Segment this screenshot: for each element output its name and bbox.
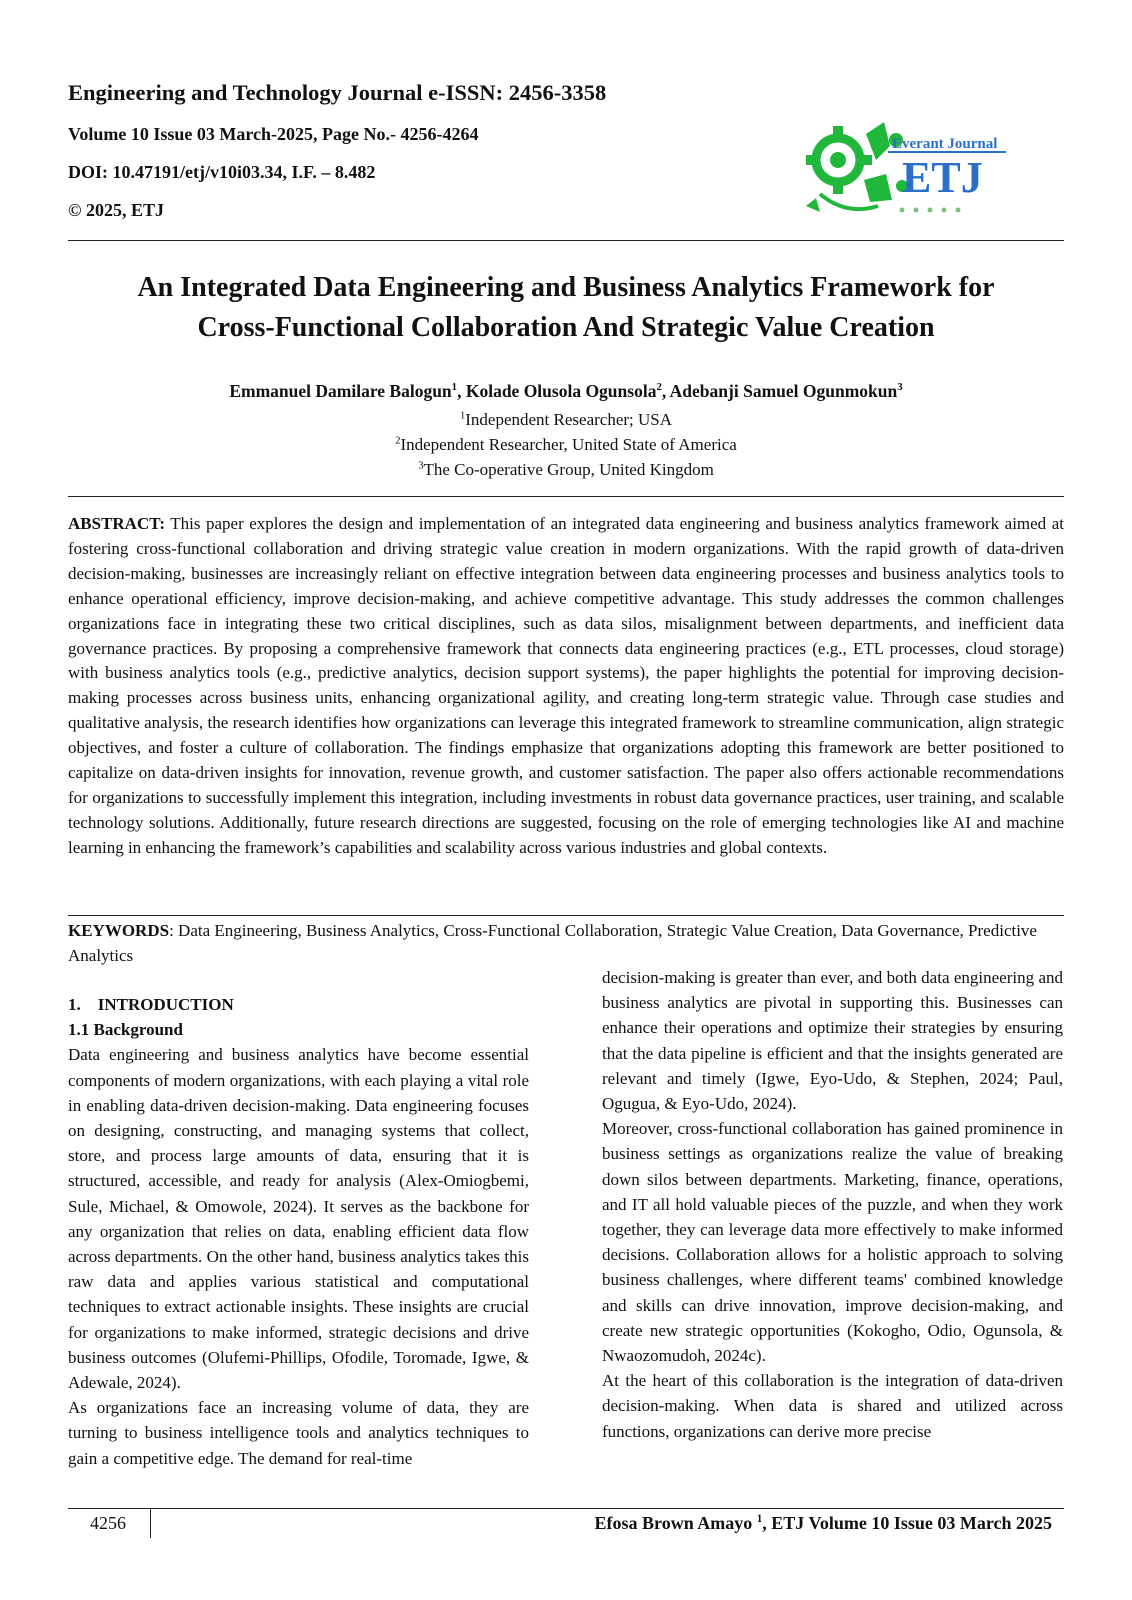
footer-journal: , ETJ Volume 10 Issue 03 March 2025 <box>762 1513 1052 1533</box>
running-footer <box>595 1513 1052 1534</box>
body-paragraph: decision-making is greater than ever, and both data engineering and business analytics are pivotal in supporting this. Businesses can enhance their operations and optimize their strategies by ensuring that the data pipeline is efficient and that the insights generated are relevant and timely (Igwe, Eyo-Udo, & Stephen, 2024; Paul, Ogugua, & Eyo-Udo, 2024). <box>602 968 1063 1114</box>
body-paragraph: At the heart of this collaboration is the integration of data-driven decision-making. When data is shared and utilized across functions, organizations can derive more precise <box>602 1371 1063 1441</box>
body-paragraph: Data engineering and business analytics have become essential components of modern organizations, with each playing a vital role in enabling data-driven decision-making. Data engineering focuses on designing, constructing, and managing systems that collect, store, and process large amounts of data, ensuring that it is structured, accessible, and ready for analysis (Alex-Omiogbemi, Sule, Michael, & Omowole, 2024). It serves as the backbone for any organization that relies on data, enabling efficient data flow across departments. On the other hand, business analytics takes this raw data and applies various statistical and computational techniques to extract actionable insights. These insights are crucial for organizations to make informed, strategic decisions and drive business outcomes (Olufemi-Phillips, Ofodile, Toromade, Igwe, & Adewale, 2024). <box>68 1045 529 1393</box>
author-separator: , <box>661 381 670 401</box>
section-heading: 1. INTRODUCTION <box>68 995 234 1014</box>
author-name: Adebanji Samuel Ogunmokun <box>669 381 898 401</box>
footer-separator <box>150 1508 151 1538</box>
footer-divider <box>68 1508 1064 1509</box>
affiliation-mark: 3 <box>418 460 424 472</box>
doi-impact-factor: DOI: 10.47191/etj/v10i03.34, I.F. – 8.482 <box>68 162 376 182</box>
body-column-left <box>68 992 529 1471</box>
author-name: Kolade Olusola Ogunsola <box>465 381 657 401</box>
footer-author-mark: 1 <box>756 1513 763 1525</box>
etj-logo <box>806 116 1022 222</box>
body-paragraph: As organizations face an increasing volume of data, they are turning to business intelligence tools and analytics techniques to gain a competitive edge. The demand for real-time <box>68 1398 529 1468</box>
affiliation-text: The Co-operative Group, United Kingdom <box>423 460 714 479</box>
abstract-label: ABSTRACT: <box>68 514 165 533</box>
affiliation-text: Independent Researcher, United State of America <box>400 435 737 454</box>
volume-pages: Volume 10 Issue 03 March-2025, Page No.- 4256-4264 <box>68 124 479 144</box>
keywords-text: : Data Engineering, Business Analytics, Cross-Functional Collaboration, Strategic Value Creation, Data Governance, Predictive Analytics <box>68 921 1037 965</box>
affiliation <box>68 432 1064 457</box>
author-affiliation-mark: 1 <box>451 381 458 394</box>
keywords <box>68 918 1064 968</box>
title-line-2: Cross-Functional Collaboration And Strategic Value Creation <box>197 312 935 343</box>
footer-author: Efosa Brown Amayo <box>594 1513 757 1533</box>
author-list <box>68 379 1064 403</box>
author-affiliation-mark: 3 <box>897 381 903 394</box>
body-column-right <box>602 965 1063 1444</box>
abstract-bottom-divider <box>68 915 1064 916</box>
logo-top-text: Everant Journal <box>892 136 998 152</box>
author-affiliation-mark: 2 <box>656 381 662 394</box>
affiliation-text: Independent Researcher; USA <box>465 410 673 429</box>
affiliation-mark: 2 <box>395 435 401 447</box>
affiliation <box>68 407 1064 432</box>
title-line-1: An Integrated Data Engineering and Business Analytics Framework for <box>137 272 995 303</box>
journal-header <box>68 78 708 222</box>
abstract <box>68 512 1064 861</box>
abstract-text: This paper explores the design and implementation of an integrated data engineering and business analytics framework aimed at fostering cross-functional collaboration and driving strategic value creation in modern organizations. With the rapid growth of data-driven decision-making, businesses are increasingly reliant on effective integration between data engineering processes and business analytics tools to enhance operational efficiency, improve decision-making, and achieve competitive advantage. This study addresses the common challenges organizations face in integrating these two critical disciplines, such as data silos, misalignment between departments, and inefficient data governance practices. By proposing a comprehensive framework that connects data engineering practices (e.g., ETL processes, cloud storage) with business analytics tools (e.g., predictive analytics, decision support systems), the paper highlights the potential for improving decision-making processes across business units, enhancing organizational agility, and creating long-term strategic value. Through case studies and qualitative analysis, the research identifies how organizations can leverage this integrated framework to streamline communication, align strategic objectives, and foster a culture of collaboration. The findings emphasize that organizations adopting this framework are better positioned to capitalize on data-driven insights for innovation, revenue growth, and customer satisfaction. The paper also offers actionable recommendations for organizations to successfully implement this integration, including investments in robust data governance practices, user training, and scalable technology solutions. Additionally, future research directions are suggested, focusing on the role of emerging technologies like AI and machine learning in enhancing the framework’s capabilities and scalability across various industries and global contexts. <box>68 514 1064 857</box>
affiliation <box>68 457 1064 482</box>
abstract-top-divider <box>68 496 1064 497</box>
author-separator: , <box>457 381 466 401</box>
affiliations <box>68 407 1064 482</box>
header-divider <box>68 240 1064 241</box>
logo-main-text: ETJ <box>902 153 983 202</box>
logo-ornament-icon <box>900 208 961 213</box>
page-number: 4256 <box>90 1513 126 1533</box>
paper-title <box>68 268 1064 348</box>
affiliation-mark: 1 <box>459 410 466 422</box>
author-name: Emmanuel Damilare Balogun <box>229 381 452 401</box>
keywords-label: KEYWORDS <box>68 921 170 940</box>
body-paragraph: Moreover, cross-functional collaboration has gained prominence in business settings as organizations realize the value of breaking down silos between departments. Marketing, finance, operations, and IT all hold valuable pieces of the puzzle, and when they work together, they can leverage data more effectively to make informed decisions. Collaboration allows for a holistic approach to solving business challenges, where different teams' combined knowledge and skills can drive innovation, improve decision-making, and create new strategic opportunities (Kokogho, Odio, Ogunsola, & Nwaozomudoh, 2024c). <box>602 1119 1063 1366</box>
journal-name-issn: Engineering and Technology Journal e-ISSN: 2456-3358 <box>68 80 607 105</box>
subsection-heading: 1.1 Background <box>68 1020 183 1040</box>
copyright: © 2025, ETJ <box>68 200 164 220</box>
